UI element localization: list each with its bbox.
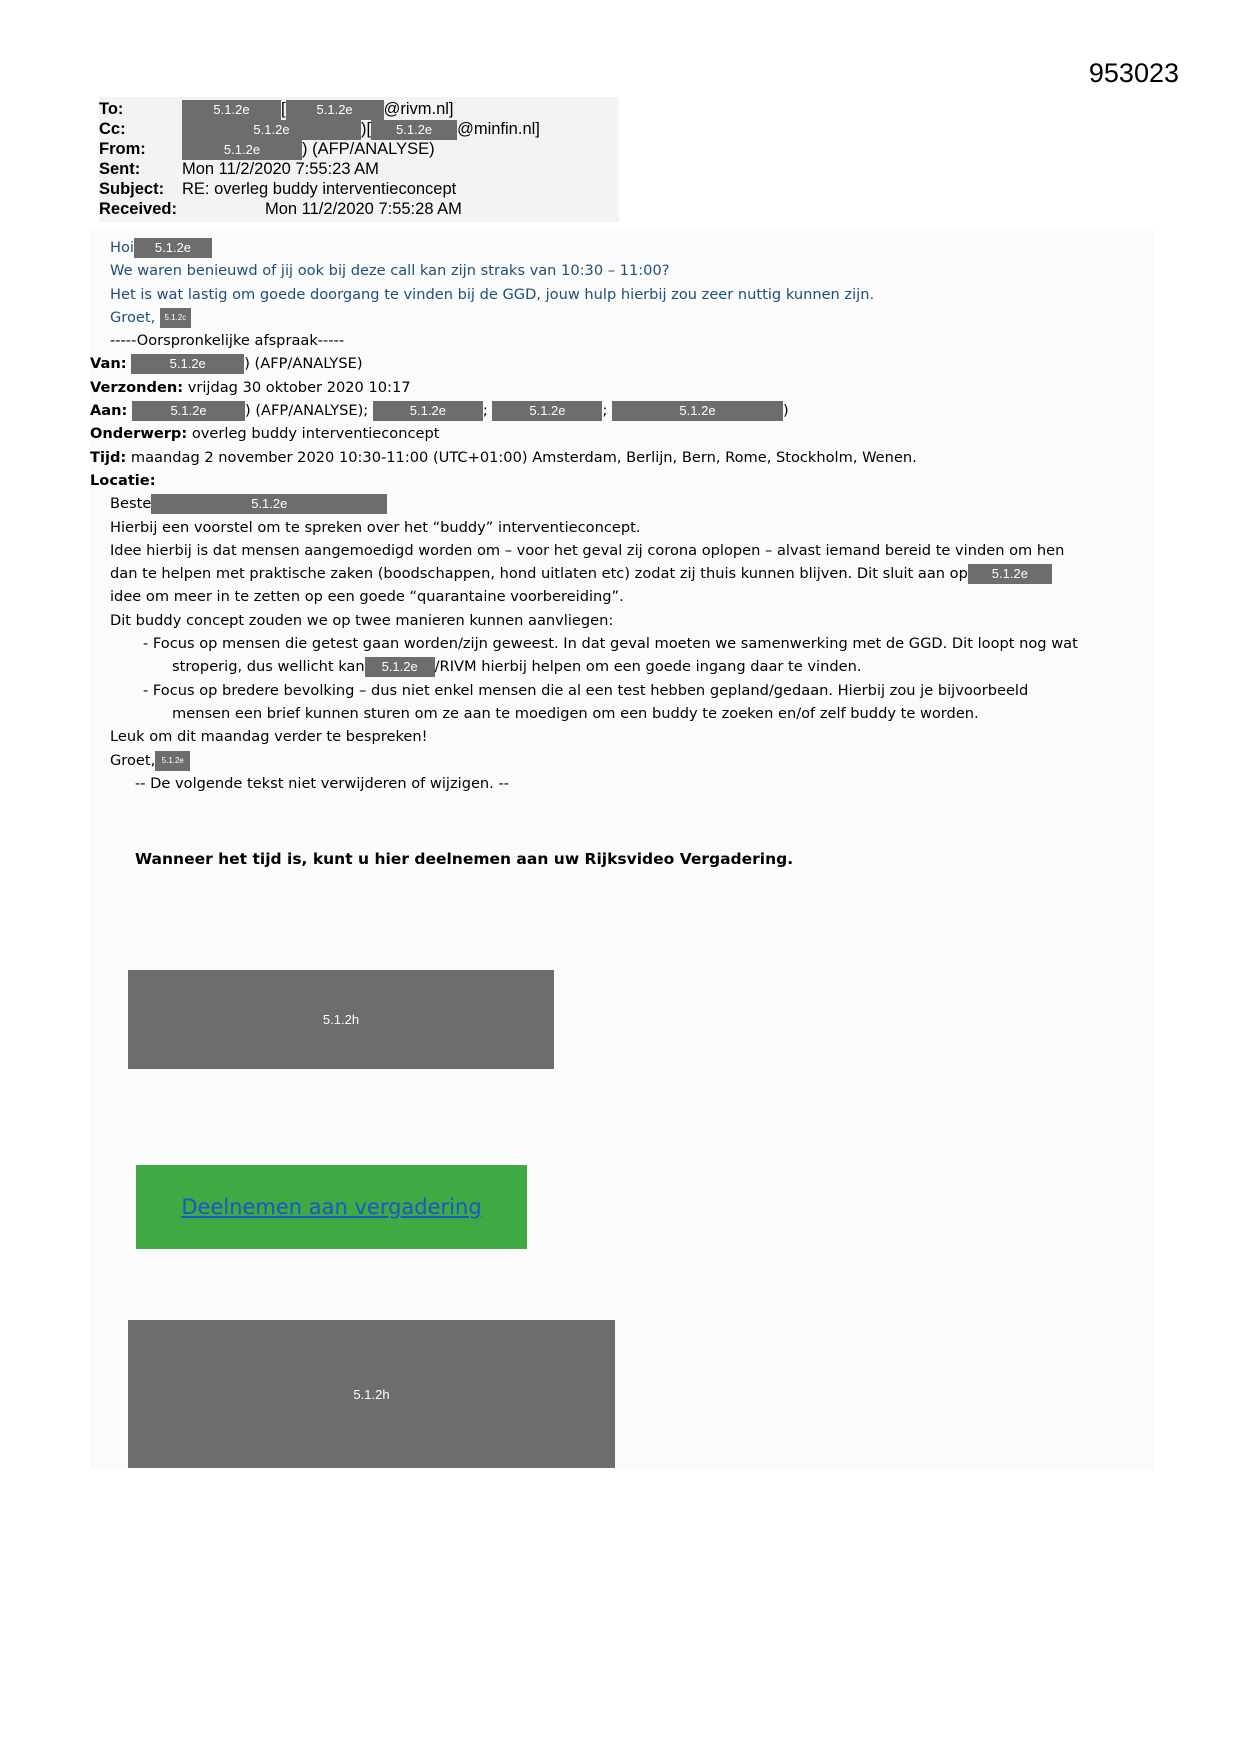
list-item: - Focus op bredere bevolking – dus niet enkel mensen die al een test hebben gepland/gedaan. Hierbij zou je bijvoorbeeld (143, 681, 1029, 699)
redaction-box: 5.1.2e (182, 120, 361, 140)
redaction-box: 5.1.2e (371, 120, 457, 140)
from-suffix: ) (AFP/ANALYSE) (302, 140, 435, 158)
subject-value: RE: overleg buddy interventieconcept (182, 180, 457, 198)
redaction-box: 5.1.2c (160, 308, 191, 328)
redaction-box: 5.1.2e (373, 401, 483, 421)
meeting-intro: Wanneer het tijd is, kunt u hier deelnemen aan uw Rijksvideo Vergadering. (135, 850, 794, 868)
cc-row (99, 119, 619, 139)
to-bracket: [ (281, 100, 286, 118)
sent-row (99, 159, 619, 179)
join-meeting-button[interactable] (136, 1165, 527, 1249)
footer-note: -- De volgende tekst niet verwijderen of wijzigen. -- (135, 774, 509, 792)
redaction-box: 5.1.2e (132, 401, 245, 421)
redaction-box: 5.1.2e (134, 238, 212, 258)
received-label: Received: (99, 200, 177, 218)
received-row (99, 199, 619, 219)
to-domain: @rivm.nl] (383, 100, 454, 118)
redaction-box: 5.1.2e (492, 401, 602, 421)
list-item-cont: mensen een brief kunnen sturen om ze aan te moedigen om een buddy te zoeken en/of zelf buddy te worden. (172, 704, 979, 722)
list-item-cont: stroperig, dus wellicht kan 5.1.2e /RIVM hierbij helpen om een goede ingang daar te vinden. (172, 658, 862, 676)
redaction-box: 5.1.2e (131, 354, 244, 374)
from-row (99, 139, 619, 159)
reply-line: We waren benieuwd of jij ook bij deze call kan zijn straks van 10:30 – 11:00? (110, 262, 670, 280)
redaction-box: 5.1.2e (968, 564, 1052, 584)
redaction-box: 5.1.2e (612, 401, 783, 421)
redaction-box: 5.1.2e (182, 100, 281, 120)
email-header (99, 97, 619, 222)
redaction-box: 5.1.2e (151, 494, 387, 514)
body-paragraph: dan te helpen met praktische zaken (boodschappen, hond uitlaten etc) zodat zij thuis kunnen blijven. Dit sluit aan op 5.1.2e (90, 562, 1078, 585)
onderwerp-row: Onderwerp: overleg buddy interventieconcept (90, 425, 440, 443)
reply-greeting: Hoi 5.1.2e (90, 236, 1078, 259)
body-closing: Groet, 5.1.2e (90, 749, 1078, 772)
cc-bracket: )[ (361, 120, 372, 138)
cc-label: Cc: (99, 120, 126, 138)
join-meeting-link[interactable]: Deelnemen aan vergadering (181, 1195, 482, 1219)
cc-domain: @minfin.nl] (457, 120, 540, 138)
redaction-box: 5.1.2e (286, 100, 384, 120)
sent-value: Mon 11/2/2020 7:55:23 AM (182, 160, 379, 178)
received-value: Mon 11/2/2020 7:55:28 AM (265, 200, 462, 218)
body-paragraph: Hierbij een voorstel om te spreken over het “buddy” interventieconcept. (110, 518, 641, 536)
beste-line: Beste 5.1.2e (90, 492, 1078, 515)
body-paragraph: idee om meer in te zetten op een goede “quarantaine voorbereiding”. (110, 588, 624, 606)
reply-line: Het is wat lastig om goede doorgang te vinden bij de GGD, jouw hulp hierbij zou zeer nuttig kunnen zijn. (110, 285, 875, 303)
from-label: From: (99, 140, 146, 158)
van-row: Van: 5.1.2e ) (AFP/ANALYSE) (90, 355, 363, 373)
locatie-row: Locatie: (90, 471, 156, 489)
body-paragraph: Leuk om dit maandag verder te bespreken! (110, 728, 428, 746)
sent-label: Sent: (99, 160, 141, 178)
tijd-row: Tijd: maandag 2 november 2020 10:30-11:00 (UTC+01:00) Amsterdam, Berlijn, Bern, Rome, Stockholm, Wenen. (90, 448, 917, 466)
redaction-box: 5.1.2e (182, 140, 302, 160)
body-paragraph: Dit buddy concept zouden we op twee manieren kunnen aanvliegen: (110, 611, 614, 629)
to-row (99, 99, 619, 119)
subject-label: Subject: (99, 180, 165, 198)
verzonden-row: Verzonden: vrijdag 30 oktober 2020 10:17 (90, 378, 411, 396)
reply-closing: Groet, 5.1.2c (90, 306, 1078, 329)
redacted-image: 5.1.2h (128, 970, 554, 1069)
to-label: To: (99, 100, 124, 118)
subject-row (99, 179, 619, 199)
redaction-box: 5.1.2e (155, 751, 190, 771)
redaction-box: 5.1.2e (365, 657, 435, 677)
document-number: 953023 (1088, 58, 1179, 88)
redacted-image: 5.1.2h (128, 1320, 615, 1468)
body-paragraph: Idee hierbij is dat mensen aangemoedigd worden om – voor het geval zij corona oplopen – alvast iemand bereid te vinden om hen (110, 541, 1065, 559)
aan-row: Aan: 5.1.2e ) (AFP/ANALYSE); 5.1.2e ; 5.1.2e ; 5.1.2e ) (90, 402, 789, 420)
separator-line: -----Oorspronkelijke afspraak----- (110, 332, 345, 350)
list-item: - Focus op mensen die getest gaan worden/zijn geweest. In dat geval moeten we samenwerking met de GGD. Dit loopt nog wat (143, 635, 1078, 653)
email-body (90, 230, 1154, 1470)
